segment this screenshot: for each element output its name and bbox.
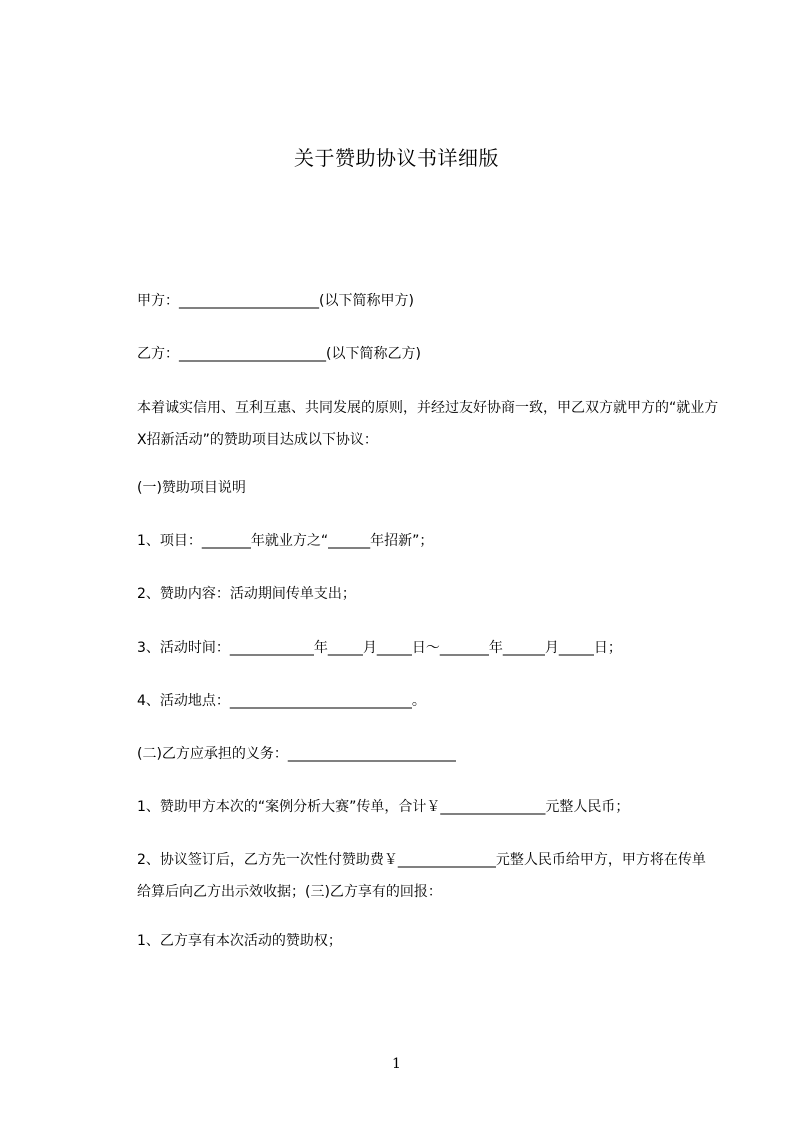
item-2-flyer-sponsorship: 1、赞助甲方本次的“案例分析大赛”传单，合计￥_______________元整人民币； — [137, 799, 630, 815]
party-b-line: 乙方：_____________________(以下简称乙方) — [137, 346, 421, 362]
page-number: 1 — [392, 1056, 401, 1072]
item-1-sponsorship-content: 2、赞助内容：活动期间传单支出； — [137, 586, 356, 602]
item-1-project: 1、项目：_______年就业方之“______年招新”； — [137, 533, 434, 549]
section-2-heading: (二)乙方应承担的义务：________________________ — [137, 746, 456, 762]
section-1-heading: (一)赞助项目说明 — [137, 480, 246, 496]
item-1-activity-time: 3、活动时间：____________年_____月_____日～_______年______月_____日； — [137, 640, 622, 656]
item-3-sponsorship-right: 1、乙方享有本次活动的赞助权； — [137, 933, 342, 949]
preamble-paragraph: 本着诚实信用、互利互惠、共同发展的原则，并经过友好协商一致，甲乙双方就甲方的“就业方X招新活动”的赞助项目达成以下协议： — [137, 400, 719, 448]
item-2-payment-paragraph: 2、协议签订后，乙方先一次性付赞助费￥______________元整人民币给甲方，甲方将在传单给算后向乙方出示效收据；(三)乙方享有的回报： — [137, 852, 706, 900]
document-title: 关于赞助协议书详细版 — [294, 146, 499, 170]
item-1-activity-location: 4、活动地点：__________________________。 — [137, 693, 426, 709]
party-a-line: 甲方：____________________(以下简称甲方) — [137, 293, 414, 309]
